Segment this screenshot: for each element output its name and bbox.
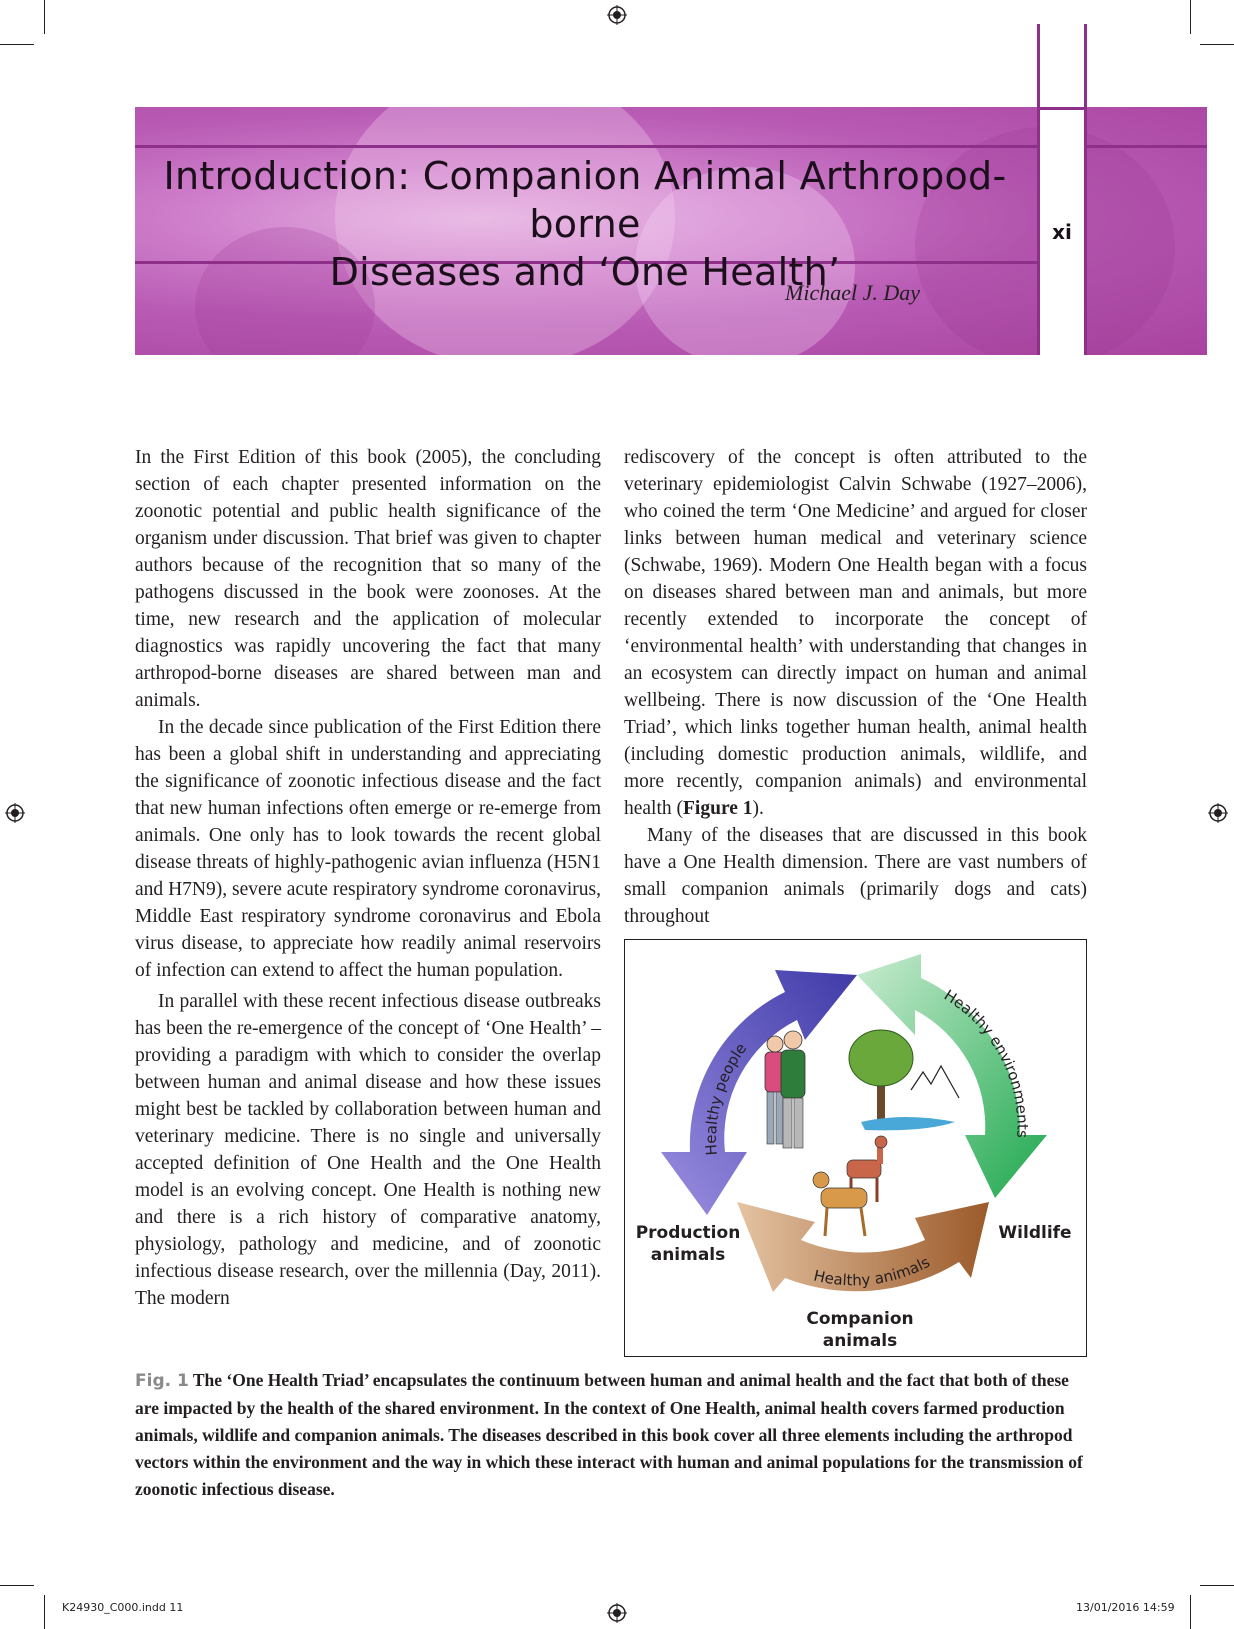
banner-rule-right <box>1087 145 1207 148</box>
page-number-tab <box>1037 24 1087 355</box>
crop-mark <box>1190 1595 1191 1629</box>
paragraph: In parallel with these recent infectious disease outbreaks has been the re-emergence of the concept of ‘One Health’ – providing a paradigm with which to consider the overlap between human and animal disease and how these issues might best be tackled by collaboration between human and veterinary medicine. There is no single and universally accepted definition of One Health and the One Health model is an evolving concept. One Health is nothing new and there is a rich history of comparative anatomy, physiology, pathology and medicine, and of zoonotic infectious disease research, over the millennia (Day, 2011). The modern <box>135 991 601 1309</box>
paragraph: In the First Edition of this book (2005), the concluding section of each chapter presented information on the zoonotic potential and public health significance of the organism under discussion. That brief was given to chapter authors because of the recognition that so many of the pathogens discussed in the book were zoonoses. At the time, new research and the application of molecular diagnostics was rapidly uncovering the fact that many arthropod-borne diseases are shared between man and animals. <box>135 447 601 711</box>
label-companion-animals <box>795 1308 925 1352</box>
crop-mark <box>1200 44 1234 45</box>
paragraph-text: rediscovery of the concept is often attributed to the veterinary epidemiologist Calvin Schwabe (1927–2006), who coined the term ‘One Medicine’ and argued for closer links between human medical and veterinary science (Schwabe, 1969). Modern One Health began with a focus on diseases shared between man and animals, but more recently extended to incorporate the concept of ‘environmental health’ with understanding that changes in an ecosystem can directly impact on human and animal wellbeing. There is now discussion of the ‘One Health Triad’, which links together human health, animal health (including domestic production animals, wildlife, and more recently, companion animals) and environmental health ( <box>624 447 1087 819</box>
label-wildlife: Wildlife <box>998 1223 1072 1243</box>
registration-mark-icon <box>1208 803 1228 823</box>
crop-mark <box>44 1595 45 1629</box>
banner-rule-top <box>135 145 1037 148</box>
crop-mark <box>1200 1585 1234 1586</box>
triad-diagram <box>625 940 1085 1355</box>
page-number: xi <box>1052 220 1072 244</box>
chapter-title <box>135 152 1035 296</box>
caption-text: The ‘One Health Triad’ encapsulates the continuum between human and animal health and the fact that both of these are impacted by the health of the shared environment. In the context of One Health, animal health covers farmed production animals, wildlife and companion animals. The diseases described in this book cover all three elements including the arthropod vectors within the environment and the way in which these interact with human and animal populations for the transmission of zoonotic infectious disease. <box>135 1370 1083 1499</box>
figure-caption <box>135 1367 1087 1503</box>
figure-one-health-triad <box>624 939 1087 1357</box>
label-line: Production <box>635 1223 741 1243</box>
label-line: animals <box>650 1245 726 1265</box>
paragraph: Many of the diseases that are discussed in this book have a One Health dimension. There are vast numbers of small companion animals (primarily dogs and cats) throughout <box>624 825 1087 927</box>
figure-reference[interactable]: Figure 1 <box>683 798 753 819</box>
registration-mark-icon <box>607 1603 627 1623</box>
paragraph: In the decade since publication of the First Edition there has been a global shift in understanding and appreciating the significance of zoonotic infectious disease and the fact that new human infections often emerge or re-emerge from animals. One only has to look towards the recent global disease threats of highly-pathogenic avian influenza (H5N1 and H7N9), severe acute respiratory syndrome coronavirus, Middle East respiratory syndrome coronavirus and Ebola virus disease, to appreciate how readily animal reservoirs of infection can extend to affect the human population. <box>135 717 601 981</box>
label-line: Companion <box>806 1309 914 1329</box>
author-name: Michael J. Day <box>785 280 920 305</box>
arc-label-people: Healthy people <box>702 1039 751 1157</box>
arc-label-environments: Healthy environments <box>940 986 1032 1139</box>
right-column <box>624 444 1087 930</box>
footer-date: 13/01/2016 14:59 <box>1076 1601 1175 1614</box>
registration-mark-icon <box>5 803 25 823</box>
arc-label-animals: Healthy animals <box>812 1252 933 1290</box>
footer-file-info: K24930_C000.indd 11 <box>62 1601 184 1614</box>
chapter-title-line1: Introduction: Companion Animal Arthropod-borne <box>163 154 1007 246</box>
crop-mark <box>0 44 34 45</box>
chapter-title-line2: Diseases and ‘One Health’ <box>329 250 841 294</box>
people-illustration <box>765 1031 805 1148</box>
figure-label: Fig. 1 <box>135 1371 189 1391</box>
environment-illustration <box>849 1030 959 1130</box>
crop-mark <box>1190 0 1191 34</box>
animals-illustration <box>813 1136 887 1236</box>
label-production-animals <box>633 1222 743 1266</box>
label-line: animals <box>822 1331 898 1351</box>
crop-mark <box>44 0 45 34</box>
registration-mark-icon <box>607 5 627 25</box>
paragraph-text: ). <box>752 798 764 819</box>
paragraph <box>624 444 1087 822</box>
crop-mark <box>0 1585 34 1586</box>
left-column <box>135 444 601 1312</box>
